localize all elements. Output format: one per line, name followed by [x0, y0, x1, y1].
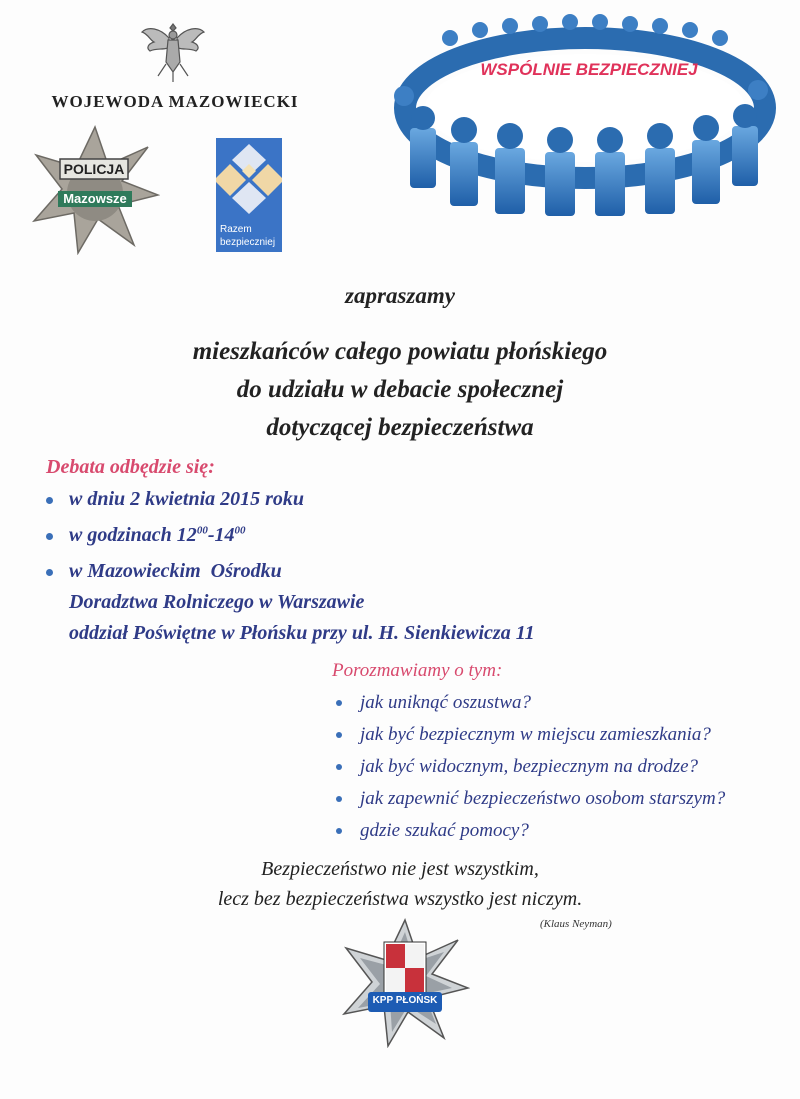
- topic-text: gdzie szukać pomocy?: [360, 820, 529, 841]
- voivode-label: WOJEWODA MAZOWIECKI: [51, 92, 299, 111]
- kpp-plonsk-badge: [340, 918, 470, 1048]
- topic-text: jak uniknąć oszustwa?: [360, 692, 531, 713]
- bullet-icon: [46, 533, 53, 540]
- bullet-icon: [336, 700, 342, 706]
- bullet-icon: [336, 828, 342, 834]
- details-date: w dniu 2 kwietnia 2015 roku: [69, 488, 305, 510]
- topic-item: [336, 820, 529, 842]
- hours-sep: -14: [207, 524, 235, 546]
- topic-text: jak być bezpiecznym w miejscu zamieszkania?: [360, 724, 711, 745]
- invite-line-3: dotyczącej bezpieczeństwa: [266, 414, 534, 441]
- campaign-roundtable-image: [380, 8, 778, 218]
- hours-end-sup: 00: [234, 524, 246, 537]
- topic-text: jak zapewnić bezpieczeństwo osobom starszym?: [360, 788, 726, 809]
- details-place-line-1: w Mazowieckim Ośrodku: [69, 560, 282, 582]
- police-badge: [30, 125, 160, 255]
- details-date-item: [46, 488, 304, 511]
- bullet-icon: [46, 497, 53, 504]
- topic-item: [336, 692, 531, 714]
- eagle-emblem-icon: [138, 18, 208, 86]
- topic-item: [336, 788, 725, 810]
- razem-bezpieczniej-logo: [216, 138, 282, 252]
- details-heading: Debata odbędzie się:: [46, 456, 215, 478]
- invite-lead: zapraszamy: [345, 283, 455, 308]
- details-place-line-3: oddział Poświętne w Płońsku przy ul. H. Sienkiewicza 11: [69, 622, 535, 644]
- kpp-label: KPP PŁOŃSK: [372, 995, 438, 1006]
- quote-line-2: lecz bez bezpieczeństwa wszystko jest niczym.: [217, 888, 583, 910]
- quote-line-1: Bezpieczeństwo nie jest wszystkim,: [261, 858, 539, 880]
- police-star-icon: [30, 125, 160, 255]
- bullet-icon: [336, 796, 342, 802]
- topic-item: [336, 724, 711, 746]
- bullet-icon: [46, 569, 53, 576]
- police-badge-bottom-text: Mazowsze: [63, 191, 127, 206]
- details-place-line-2: Doradztwa Rolniczego w Warszawie: [69, 591, 365, 613]
- details-hours-item: [46, 524, 245, 547]
- kpp-star-icon: [340, 918, 470, 1048]
- razem-pattern-icon: [216, 138, 282, 218]
- details-place-item: [46, 560, 535, 645]
- topics-heading: Porozmawiamy o tym:: [332, 660, 503, 681]
- invite-line-2: do udziału w debacie społecznej: [236, 376, 564, 403]
- police-badge-top-text: POLICJA: [63, 161, 125, 177]
- razem-label-2: bezpieczniej: [220, 237, 276, 248]
- details-hours: [69, 524, 245, 547]
- hours-start-sup: 00: [196, 524, 208, 537]
- bullet-icon: [336, 732, 342, 738]
- roundtable-people-icon: [380, 8, 778, 218]
- topic-item: [336, 756, 698, 778]
- invite-line-1: mieszkańców całego powiatu płońskiego: [192, 338, 608, 365]
- bullet-icon: [336, 764, 342, 770]
- quote-author: (Klaus Neyman): [540, 918, 612, 930]
- razem-label-1: Razem: [220, 224, 252, 235]
- topic-text: jak być widocznym, bezpiecznym na drodze?: [360, 756, 699, 777]
- campaign-banner-text: WSPÓLNIE BEZPIECZNIEJ: [480, 60, 698, 79]
- hours-prefix: w godzinach 12: [69, 524, 197, 546]
